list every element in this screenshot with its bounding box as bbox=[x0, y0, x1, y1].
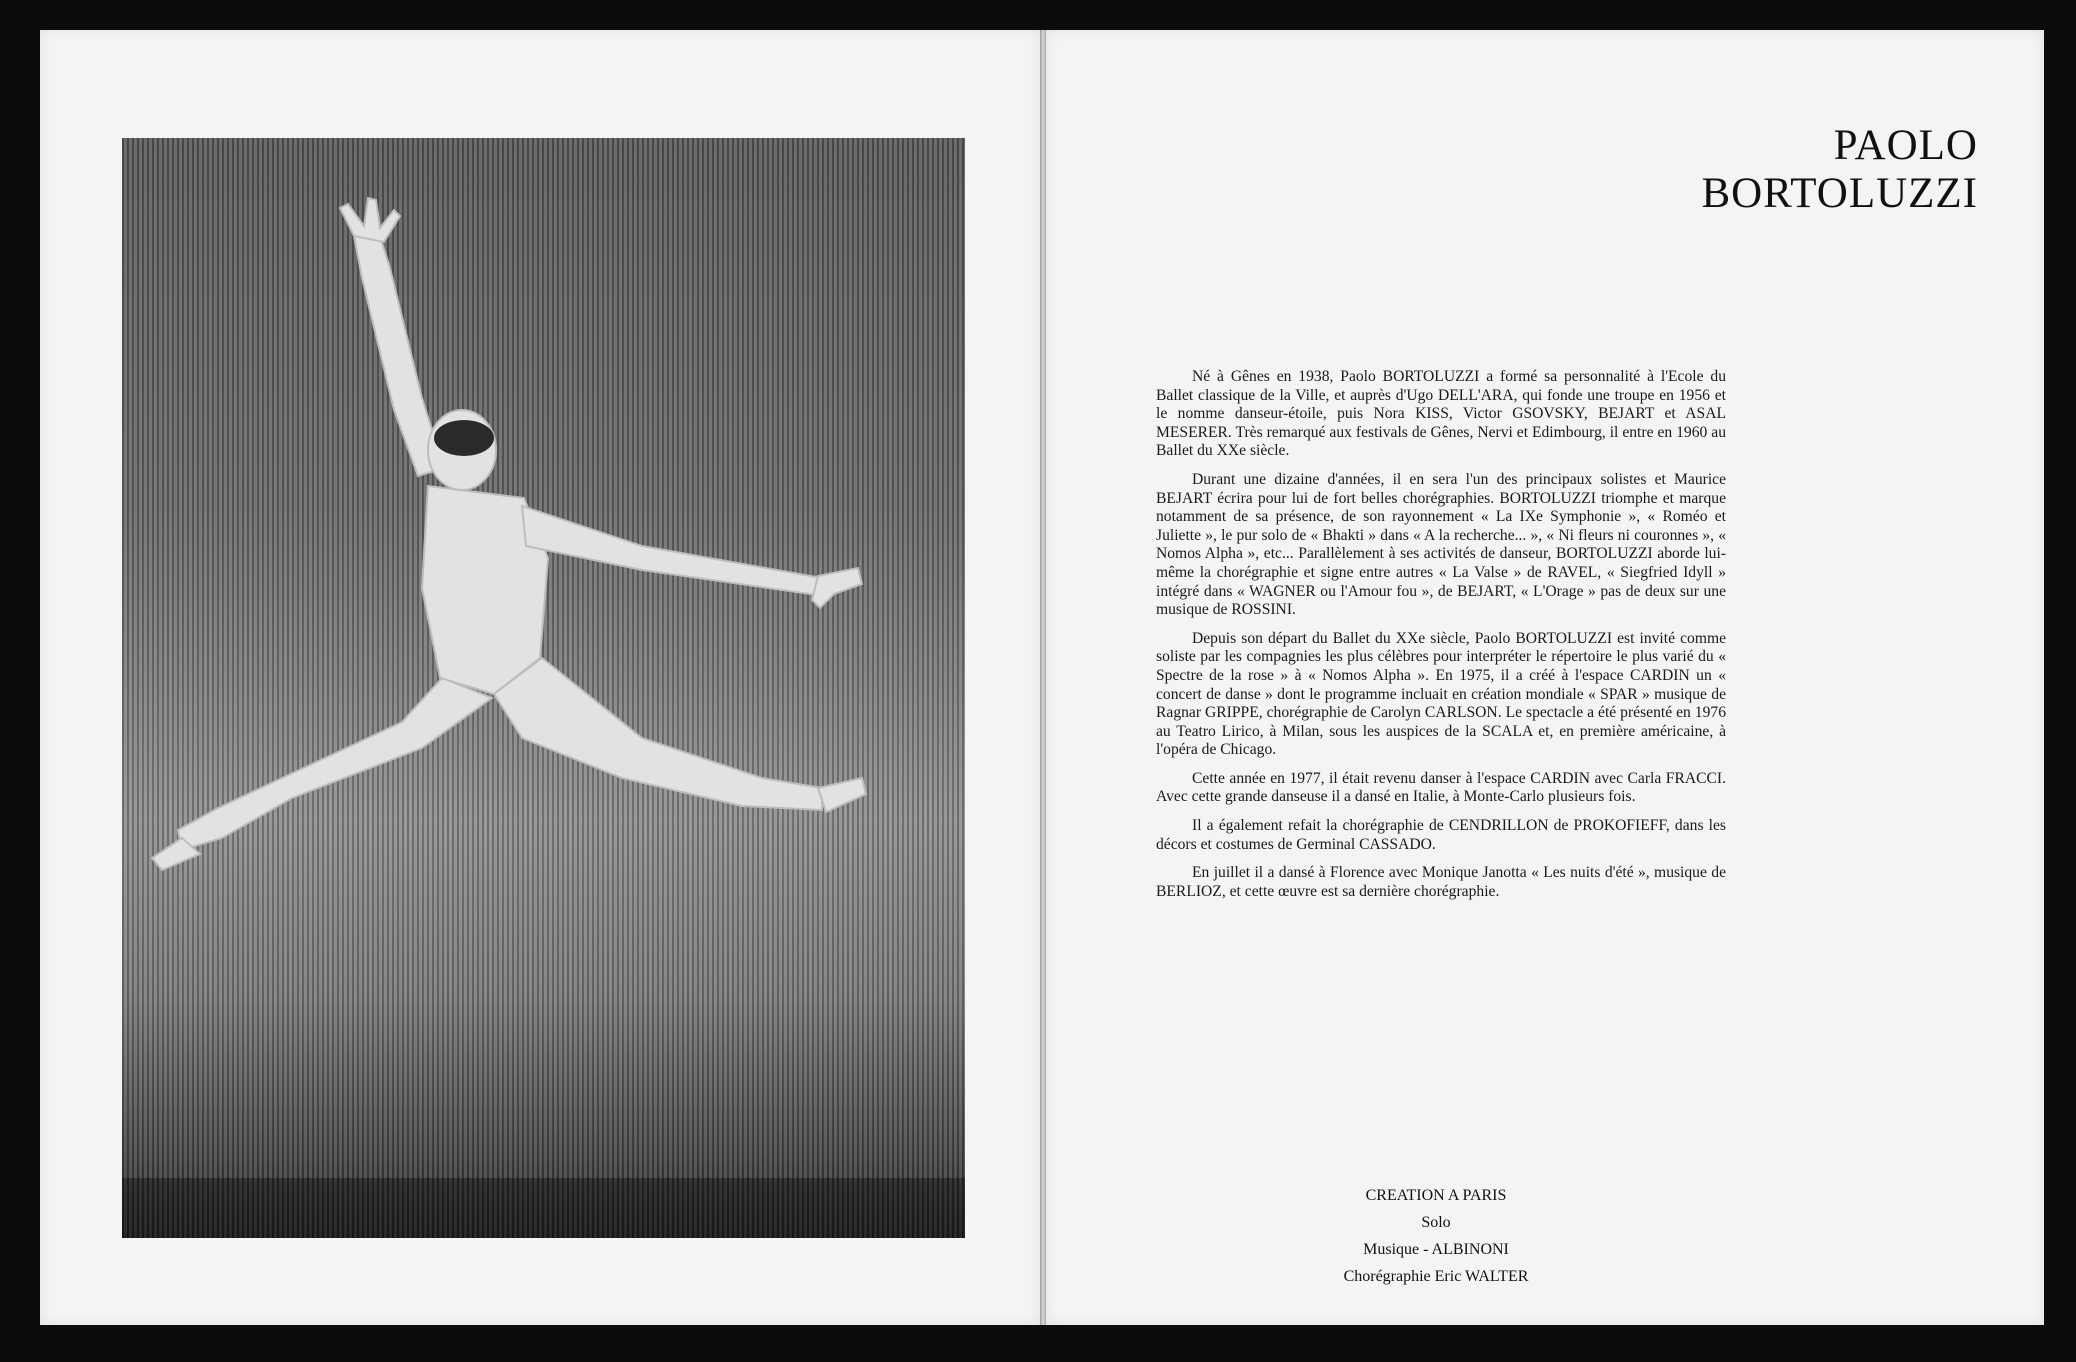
dancer-leaping-photo bbox=[122, 138, 965, 1238]
dancer-silhouette bbox=[122, 138, 965, 1238]
credits-music: Musique - ALBINONI bbox=[1363, 1241, 1509, 1258]
title-line-last-name: BORTOLUZZI bbox=[1701, 170, 1978, 217]
biography-text bbox=[1156, 368, 1726, 911]
left-page bbox=[40, 30, 1040, 1325]
credits-type: Solo bbox=[1421, 1214, 1451, 1231]
bio-paragraph: Cette année en 1977, il était revenu danser à l'espace CARDIN avec Carla FRACCI. Avec cette grande danseuse il a dansé en Italie, à Monte-Carlo plusieurs fois. bbox=[1156, 769, 1726, 806]
credits-creation: CREATION A PARIS bbox=[1365, 1187, 1507, 1204]
performance-credits bbox=[1276, 1182, 1596, 1290]
bio-paragraph: En juillet il a dansé à Florence avec Monique Janotta « Les nuits d'été », musique de BERLIOZ, et cette œuvre est sa dernière chorégraphie. bbox=[1156, 864, 1726, 900]
bio-paragraph: Depuis son départ du Ballet du XXe siècle, Paolo BORTOLUZZI est invité comme soliste par les compagnies les plus célèbres pour interpréter le répertoire le plus varié du « Spectre de la rose » à « Nomos Alpha ». En 1975, il a créé à l'espace CARDIN un « concert de danse » dont le programme incluait en création mondiale « SPAR » musique de Ragnar GRIPPE, chorégraphie de Carolyn CARLSON. Le spectacle a été présenté en 1976 au Teatro Lirico, à Milan, sous les auspices de la SCALA et, en première américaine, à l'opéra de Chicago. bbox=[1156, 629, 1726, 759]
bio-paragraph: Durant une dizaine d'années, il en sera l'un des principaux solistes et Maurice BEJART écrira pour lui de fort belles chorégraphies. BORTOLUZZI triomphe et marque notamment de sa présence, de son rayonnement « La IXe Symphonie », « Roméo et Juliette », le pur solo de « Bhakti » dans « A la recherche... », « Ni fleurs ni couronnes », « Nomos Alpha », etc... Parallèlement à ses activités de danseur, BORTOLUZZI aborde lui-même la chorégraphie et signe entre autres « La Valse » de RAVEL, « Siegfried Idyll » intégré dans « WAGNER ou l'Amour fou », de BEJART, « L'Orage » pas de deux sur une musique de ROSSINI. bbox=[1156, 470, 1726, 619]
right-page bbox=[1046, 30, 2044, 1325]
bio-paragraph: Il a également refait la chorégraphie de CENDRILLON de PROKOFIEFF, dans les décors et costumes de Germinal CASSADO. bbox=[1156, 817, 1726, 853]
bio-paragraph: Né à Gênes en 1938, Paolo BORTOLUZZI a formé sa personnalité à l'Ecole du Ballet classique de la Ville, et auprès d'Ugo DELL'ARA, qui fonde une troupe en 1956 et le nomme danseur-étoile, puis Nora KISS, Victor GSOVSKY, BEJART et ASAL MESERER. Très remarqué aux festivals de Gênes, Nervi et Edimbourg, il entre en 1960 au Ballet du XXe siècle. bbox=[1156, 368, 1726, 460]
title-line-first-name: PAOLO bbox=[1833, 122, 1978, 169]
credits-choreography: Chorégraphie Eric WALTER bbox=[1343, 1268, 1529, 1285]
page-title bbox=[1701, 122, 1978, 218]
